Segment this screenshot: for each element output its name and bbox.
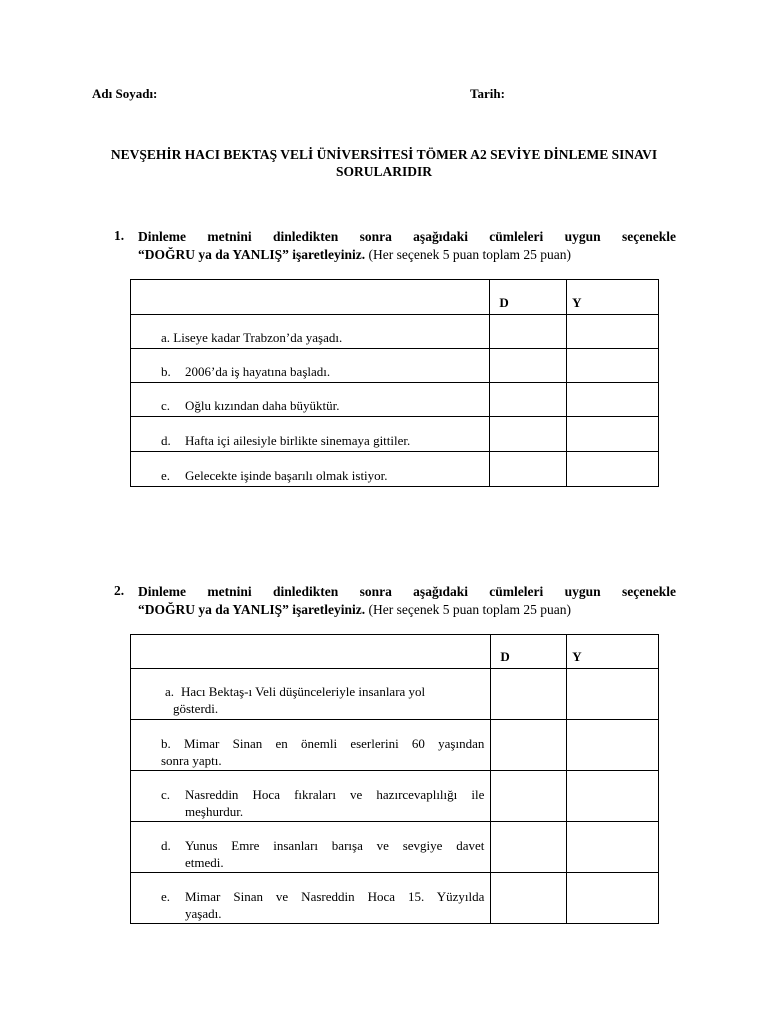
- name-label: Adı Soyadı:: [92, 86, 158, 101]
- answer-d-cell[interactable]: [491, 771, 567, 822]
- answer-d-cell[interactable]: [490, 417, 567, 452]
- statement-cell: [131, 720, 491, 771]
- answer-d-cell[interactable]: [491, 873, 567, 924]
- col-y-header: [567, 635, 659, 669]
- table-row: [131, 669, 659, 720]
- col-d-label: D: [499, 295, 509, 310]
- statement-cell: [131, 417, 490, 452]
- statement-text-line2: yaşadı.: [185, 906, 222, 921]
- answer-y-cell[interactable]: [567, 771, 659, 822]
- statement-label: d.: [161, 838, 171, 853]
- table-row: [131, 417, 659, 452]
- col-y-label: Y: [572, 649, 582, 664]
- answer-d-cell[interactable]: [490, 315, 567, 349]
- table-row: [131, 720, 659, 771]
- statement-label: d.: [161, 433, 171, 448]
- statement-label: b.: [161, 736, 171, 751]
- table-header-empty: [131, 280, 490, 315]
- table-row: [131, 315, 659, 349]
- statement: [131, 433, 489, 451]
- statement-text-line1: Hacı Bektaş-ı Veli düşünceleriyle insanlara yol: [181, 684, 426, 699]
- table-header-empty: [131, 635, 491, 669]
- statement-cell: [131, 315, 490, 349]
- statement-text-line1: Yunus Emre insanları barışa ve sevgiye davet: [185, 838, 485, 853]
- col-d-label: D: [500, 649, 510, 664]
- statement-cell: [131, 383, 490, 417]
- statement-text-line2: etmedi.: [185, 855, 224, 870]
- answer-y-cell[interactable]: [567, 822, 659, 873]
- answer-y-cell[interactable]: [567, 669, 659, 720]
- statement-text: Liseye kadar Trabzon’da yaşadı.: [173, 330, 343, 345]
- statement-label: c.: [161, 398, 171, 413]
- statement: [131, 771, 490, 820]
- q1-instruction-line2: [138, 246, 678, 264]
- statement-text-line2: meşhurdur.: [185, 804, 244, 819]
- col-y-header: [567, 280, 659, 315]
- answer-d-cell[interactable]: [490, 383, 567, 417]
- q1-instruction-bold: “DOĞRU ya da YANLIŞ” işaretleyiniz.: [138, 247, 366, 262]
- statement-text: Hafta içi ailesiyle birlikte sinemaya gittiler.: [185, 433, 411, 448]
- q2-instruction-line1: Dinleme metnini dinledikten sonra aşağıdaki cümleleri uygun seçenekle: [138, 584, 676, 599]
- statement-text: Gelecekte işinde başarılı olmak istiyor.: [185, 468, 388, 483]
- statement: [131, 822, 490, 871]
- answer-y-cell[interactable]: [567, 417, 659, 452]
- statement-label: e.: [161, 468, 171, 483]
- answer-y-cell[interactable]: [567, 720, 659, 771]
- answer-y-cell[interactable]: [567, 383, 659, 417]
- statement-cell: [131, 771, 491, 822]
- table-row: [131, 349, 659, 383]
- statement-text-line2: sonra yaptı.: [161, 753, 222, 768]
- statement-label: a.: [161, 330, 171, 345]
- answer-y-cell[interactable]: [567, 315, 659, 349]
- table-row: [131, 452, 659, 487]
- col-d-header: [490, 280, 567, 315]
- table-row: [131, 383, 659, 417]
- table-row: [131, 771, 659, 822]
- answer-y-cell[interactable]: [567, 452, 659, 487]
- statement-text-line1: Mimar Sinan en önemli eserlerini 60 yaşından: [184, 736, 485, 751]
- answer-d-cell[interactable]: [491, 822, 567, 873]
- statement: [131, 468, 489, 486]
- statement: [131, 398, 489, 416]
- table-row: [131, 873, 659, 924]
- statement-cell: [131, 349, 490, 383]
- statement-label: e.: [161, 889, 171, 904]
- table-row: [131, 822, 659, 873]
- statement: [131, 364, 489, 382]
- statement-text: Oğlu kızından daha büyüktür.: [185, 398, 340, 413]
- q2-instruction-points: (Her seçenek 5 puan toplam 25 puan): [365, 602, 571, 617]
- q1-answer-table: [130, 279, 659, 487]
- table-header-row: [131, 635, 659, 669]
- statement-text-line2: gösterdi.: [173, 701, 219, 716]
- q1-instruction-line1: Dinleme metnini dinledikten sonra aşağıdaki cümleleri uygun seçenekle: [138, 229, 676, 244]
- date-label: Tarih:: [470, 86, 505, 101]
- answer-d-cell[interactable]: [490, 349, 567, 383]
- statement-text: 2006’da iş hayatına başladı.: [185, 364, 331, 379]
- exam-title-line2: SORULARIDIR: [335, 164, 433, 179]
- q2-instruction-bold: “DOĞRU ya da YANLIŞ” işaretleyiniz.: [138, 602, 366, 617]
- statement: [131, 330, 489, 348]
- q1-instruction-points: (Her seçenek 5 puan toplam 25 puan): [365, 247, 571, 262]
- exam-title: [60, 146, 708, 180]
- exam-title-line1: NEVŞEHİR HACI BEKTAŞ VELİ ÜNİVERSİTESİ TÖMER A2 SEVİYE DİNLEME SINAVI: [110, 147, 658, 162]
- answer-d-cell[interactable]: [491, 669, 567, 720]
- answer-y-cell[interactable]: [567, 873, 659, 924]
- statement-label: a.: [165, 684, 175, 699]
- statement-label: c.: [161, 787, 171, 802]
- statement: [131, 873, 490, 922]
- statement: [131, 720, 490, 769]
- answer-d-cell[interactable]: [490, 452, 567, 487]
- statement-cell: [131, 873, 491, 924]
- statement-text-line1: Mimar Sinan ve Nasreddin Hoca 15. Yüzyılda: [185, 889, 485, 904]
- col-y-label: Y: [572, 295, 582, 310]
- q1-number: 1.: [114, 228, 125, 243]
- answer-d-cell[interactable]: [491, 720, 567, 771]
- q2-answer-table: [130, 634, 659, 924]
- statement: [131, 669, 490, 717]
- q2-number: 2.: [114, 583, 125, 598]
- statement-cell: [131, 822, 491, 873]
- statement-cell: [131, 452, 490, 487]
- statement-cell: [131, 669, 491, 720]
- answer-y-cell[interactable]: [567, 349, 659, 383]
- q2-instruction-line2: [138, 601, 678, 619]
- col-d-header: [491, 635, 567, 669]
- table-header-row: [131, 280, 659, 315]
- statement-label: b.: [161, 364, 171, 379]
- statement-text-line1: Nasreddin Hoca fıkraları ve hazırcevaplılığı ile: [185, 787, 485, 802]
